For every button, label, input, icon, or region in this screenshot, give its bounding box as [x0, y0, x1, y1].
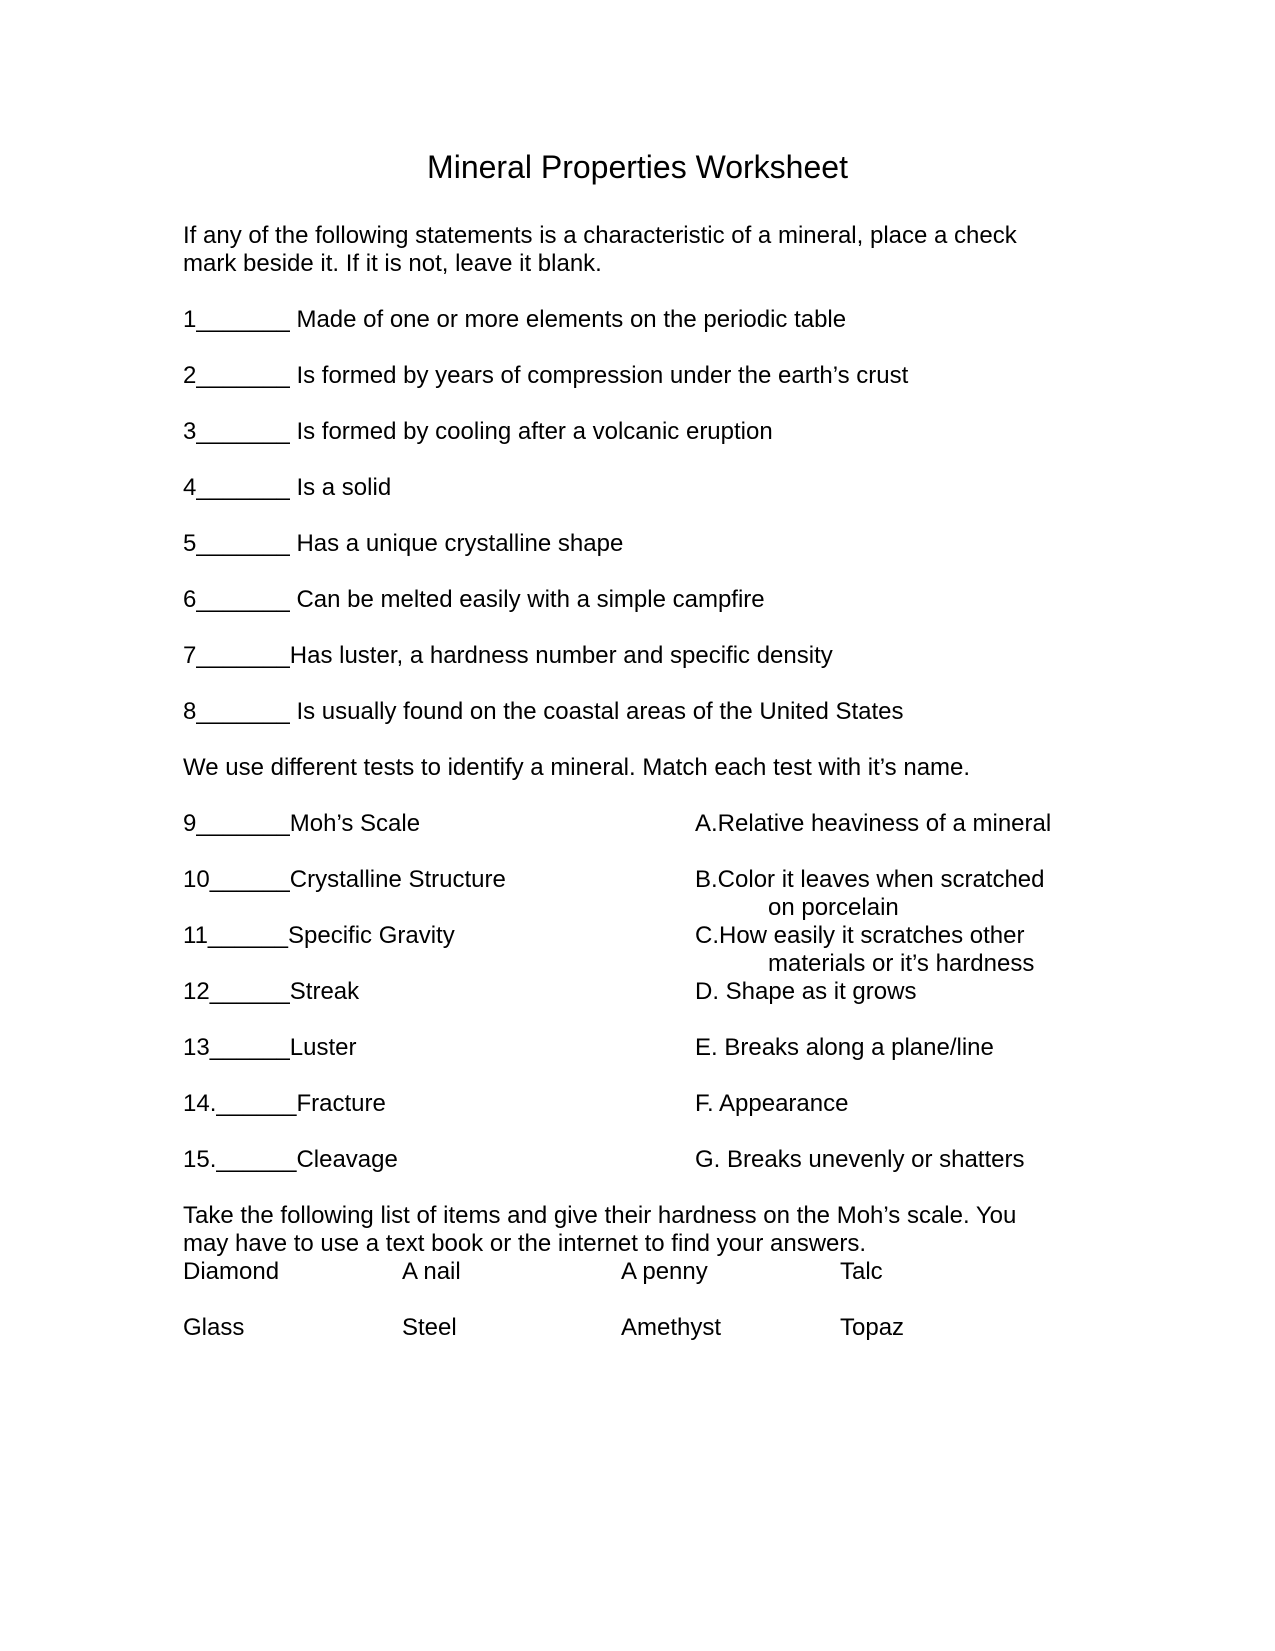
hardness-item: Talc — [840, 1258, 883, 1285]
matching-term: 12______Streak — [183, 978, 360, 1005]
statement-item: 7_______Has luster, a hardness number and specific density — [183, 642, 833, 669]
matching-definition: E. Breaks along a plane/line — [695, 1034, 994, 1061]
statement-item: 1_______ Made of one or more elements on the periodic table — [183, 306, 847, 333]
matching-definition-continued: on porcelain — [768, 894, 899, 921]
statement-item: 2_______ Is formed by years of compression under the earth’s crust — [183, 362, 909, 389]
hardness-intro-line-1: Take the following list of items and give their hardness on the Moh’s scale. You — [183, 1202, 1017, 1229]
matching-term: 10______Crystalline Structure — [183, 866, 506, 893]
matching-intro: We use different tests to identify a mineral. Match each test with it’s name. — [183, 754, 971, 781]
hardness-item: Glass — [183, 1314, 245, 1341]
hardness-item: A nail — [402, 1258, 461, 1285]
hardness-item: Diamond — [183, 1258, 280, 1285]
matching-definition: D. Shape as it grows — [695, 978, 917, 1005]
matching-term: 11______Specific Gravity — [183, 922, 455, 949]
matching-definition-continued: materials or it’s hardness — [768, 950, 1035, 977]
matching-definition: F. Appearance — [695, 1090, 849, 1117]
matching-definition: C.How easily it scratches other — [695, 922, 1025, 949]
statement-item: 5_______ Has a unique crystalline shape — [183, 530, 624, 557]
hardness-intro-line-2: may have to use a text book or the internet to find your answers. — [183, 1230, 867, 1257]
instructions-line-1: If any of the following statements is a characteristic of a mineral, place a check — [183, 222, 1017, 249]
hardness-item: Amethyst — [621, 1314, 722, 1341]
statement-item: 6_______ Can be melted easily with a simple campfire — [183, 586, 765, 613]
hardness-item: Topaz — [840, 1314, 905, 1341]
hardness-item: A penny — [621, 1258, 708, 1285]
instructions-line-2: mark beside it. If it is not, leave it blank. — [183, 250, 602, 277]
matching-term: 9_______Moh’s Scale — [183, 810, 421, 837]
hardness-item: Steel — [402, 1314, 457, 1341]
statement-item: 4_______ Is a solid — [183, 474, 392, 501]
matching-definition: A.Relative heaviness of a mineral — [695, 810, 1052, 837]
matching-term: 14.______Fracture — [183, 1090, 386, 1117]
statement-item: 8_______ Is usually found on the coastal areas of the United States — [183, 698, 904, 725]
page-title: Mineral Properties Worksheet — [427, 149, 848, 185]
matching-definition: G. Breaks unevenly or shatters — [695, 1146, 1025, 1173]
matching-term: 13______Luster — [183, 1034, 357, 1061]
matching-term: 15.______Cleavage — [183, 1146, 398, 1173]
statement-item: 3_______ Is formed by cooling after a volcanic eruption — [183, 418, 773, 445]
matching-definition: B.Color it leaves when scratched — [695, 866, 1045, 893]
